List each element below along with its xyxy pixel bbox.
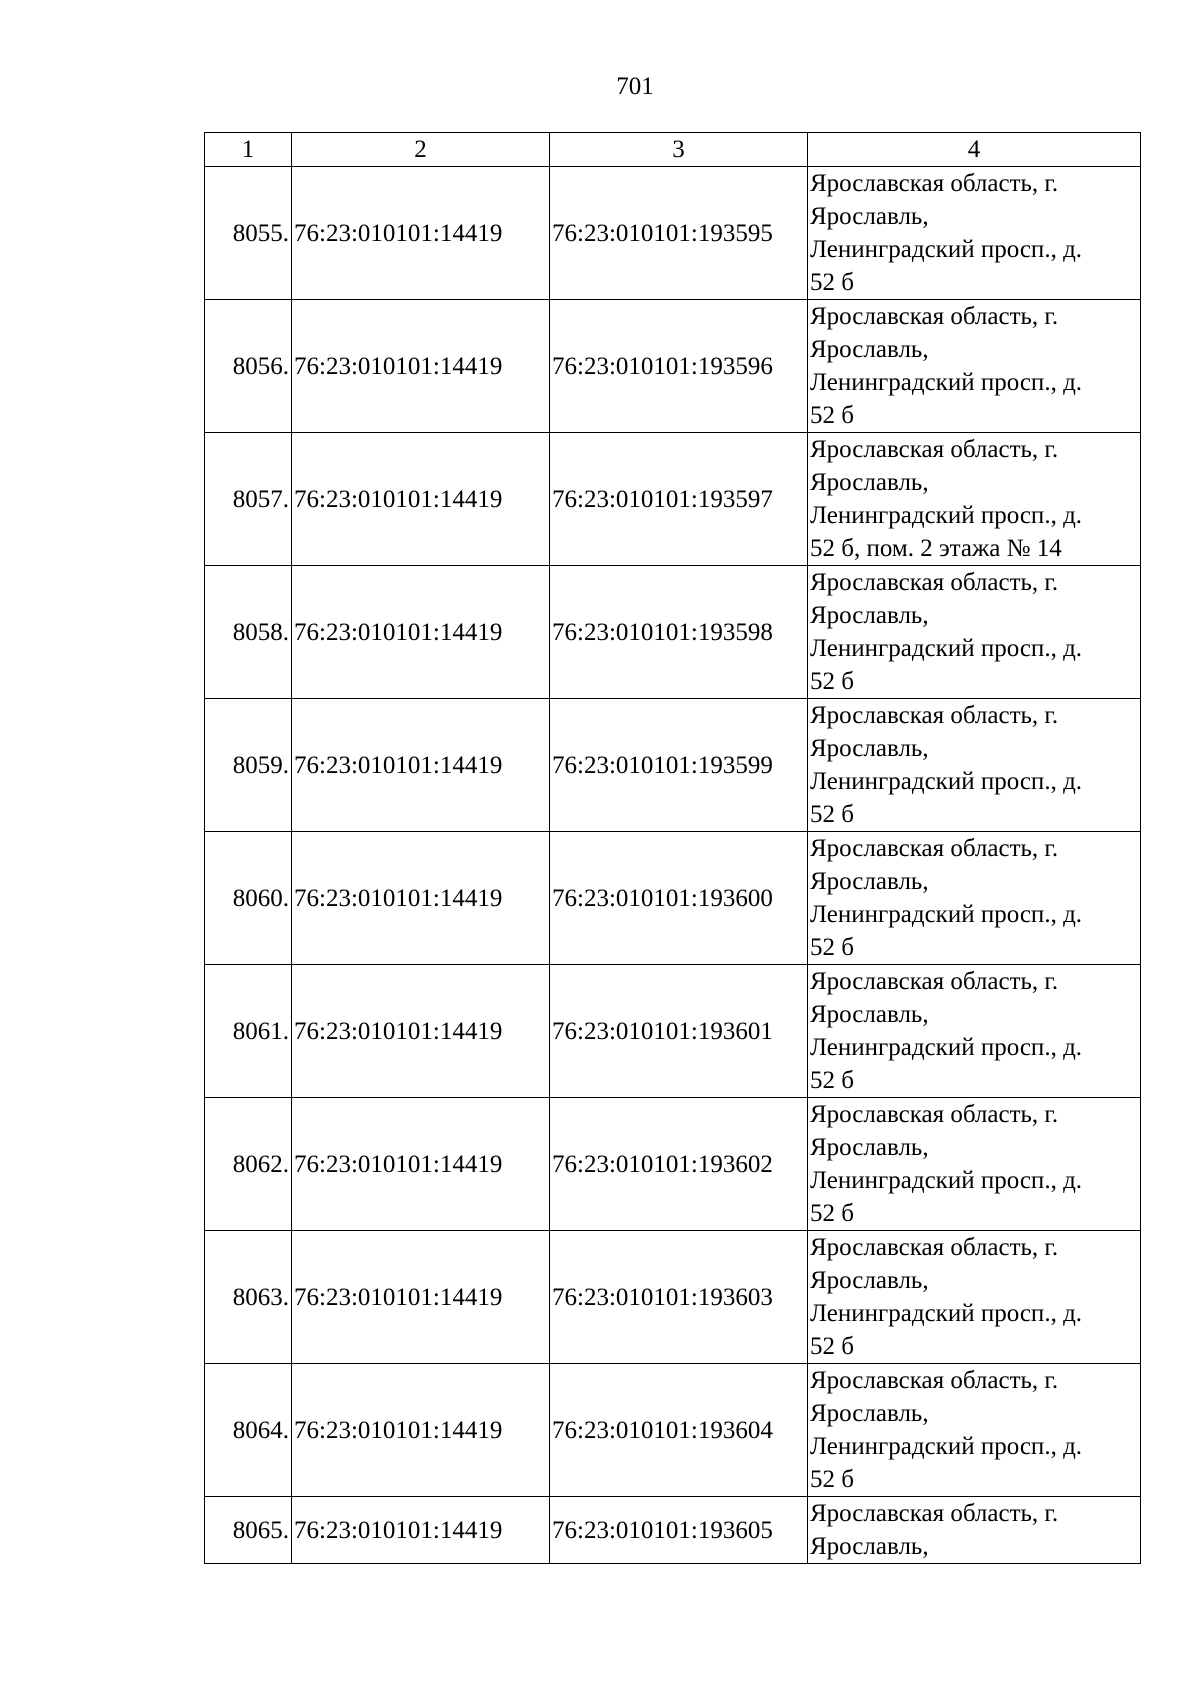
address-line: Ленинградский просп., д. <box>810 1034 1083 1061</box>
parent-cadastral-cell: 76:23:010101:14419 <box>292 1497 550 1564</box>
address-line: 52 б, пом. 2 этажа № 14 <box>810 535 1062 562</box>
address-line: 52 б <box>810 801 854 828</box>
table-row <box>205 433 1141 566</box>
address-line: Ярославль, <box>810 1400 929 1427</box>
address-cell <box>808 566 1141 699</box>
cadastral-number-cell: 76:23:010101:193600 <box>550 832 808 965</box>
address-line: 52 б <box>810 1466 854 1493</box>
address-line: Ярославская область, г. <box>810 968 1059 995</box>
header-col-4: 4 <box>808 133 1141 167</box>
address-line: Ленинградский просп., д. <box>810 1433 1083 1460</box>
address-line: Ленинградский просп., д. <box>810 1300 1083 1327</box>
parent-cadastral-cell: 76:23:010101:14419 <box>292 699 550 832</box>
address-line: 52 б <box>810 1333 854 1360</box>
address-line: Ленинградский просп., д. <box>810 1167 1083 1194</box>
header-row <box>205 133 1141 167</box>
cadastral-number-cell: 76:23:010101:193596 <box>550 300 808 433</box>
address-cell <box>808 1098 1141 1231</box>
table-row <box>205 566 1141 699</box>
address-line: Ярославль, <box>810 336 929 363</box>
table-row <box>205 1098 1141 1231</box>
address-cell <box>808 1364 1141 1497</box>
table-row <box>205 832 1141 965</box>
address-line: Ярославль, <box>810 602 929 629</box>
table-row <box>205 300 1141 433</box>
address-line: Ленинградский просп., д. <box>810 768 1083 795</box>
cadastral-number-cell: 76:23:010101:193601 <box>550 965 808 1098</box>
header-col-3: 3 <box>550 133 808 167</box>
row-number-cell: 8058. <box>205 566 292 699</box>
address-line: Ярославль, <box>810 1001 929 1028</box>
address-line: Ярославль, <box>810 1533 929 1560</box>
cadastral-number-cell: 76:23:010101:193595 <box>550 167 808 300</box>
address-line: Ленинградский просп., д. <box>810 901 1083 928</box>
address-line: Ярославская область, г. <box>810 436 1059 463</box>
address-cell <box>808 1497 1141 1564</box>
address-cell <box>808 433 1141 566</box>
address-line: 52 б <box>810 269 854 296</box>
cadastral-number-cell: 76:23:010101:193602 <box>550 1098 808 1231</box>
address-line: Ленинградский просп., д. <box>810 369 1083 396</box>
address-cell <box>808 300 1141 433</box>
row-number-cell: 8057. <box>205 433 292 566</box>
address-line: Ярославская область, г. <box>810 1500 1059 1527</box>
cadastral-number-cell: 76:23:010101:193604 <box>550 1364 808 1497</box>
parent-cadastral-cell: 76:23:010101:14419 <box>292 167 550 300</box>
parent-cadastral-cell: 76:23:010101:14419 <box>292 300 550 433</box>
address-line: Ярославская область, г. <box>810 835 1059 862</box>
address-line: Ярославская область, г. <box>810 702 1059 729</box>
cadastral-number-cell: 76:23:010101:193598 <box>550 566 808 699</box>
parent-cadastral-cell: 76:23:010101:14419 <box>292 433 550 566</box>
parent-cadastral-cell: 76:23:010101:14419 <box>292 965 550 1098</box>
address-cell <box>808 1231 1141 1364</box>
row-number-cell: 8059. <box>205 699 292 832</box>
cadastral-number-cell: 76:23:010101:193597 <box>550 433 808 566</box>
cadastral-number-cell: 76:23:010101:193605 <box>550 1497 808 1564</box>
address-cell <box>808 167 1141 300</box>
address-line: Ленинградский просп., д. <box>810 502 1083 529</box>
table-body <box>205 167 1141 1564</box>
address-line: 52 б <box>810 402 854 429</box>
address-line: 52 б <box>810 934 854 961</box>
row-number-cell: 8062. <box>205 1098 292 1231</box>
cadastral-number-cell: 76:23:010101:193603 <box>550 1231 808 1364</box>
parent-cadastral-cell: 76:23:010101:14419 <box>292 1098 550 1231</box>
address-line: 52 б <box>810 1067 854 1094</box>
row-number-cell: 8056. <box>205 300 292 433</box>
row-number-cell: 8064. <box>205 1364 292 1497</box>
table-row <box>205 965 1141 1098</box>
parent-cadastral-cell: 76:23:010101:14419 <box>292 1231 550 1364</box>
address-cell <box>808 832 1141 965</box>
header-col-2: 2 <box>292 133 550 167</box>
header-col-1: 1 <box>205 133 292 167</box>
cadastral-number-cell: 76:23:010101:193599 <box>550 699 808 832</box>
address-line: Ярославль, <box>810 868 929 895</box>
address-line: 52 б <box>810 668 854 695</box>
address-line: Ярославская область, г. <box>810 1367 1059 1394</box>
table-row <box>205 699 1141 832</box>
page-number: 701 <box>616 73 654 100</box>
address-line: Ярославская область, г. <box>810 170 1059 197</box>
table-row <box>205 1364 1141 1497</box>
registry-table <box>204 132 1141 1564</box>
address-line: Ярославль, <box>810 735 929 762</box>
address-cell <box>808 965 1141 1098</box>
address-line: Ленинградский просп., д. <box>810 635 1083 662</box>
table-row <box>205 167 1141 300</box>
row-number-cell: 8060. <box>205 832 292 965</box>
address-line: Ярославская область, г. <box>810 569 1059 596</box>
parent-cadastral-cell: 76:23:010101:14419 <box>292 566 550 699</box>
table-row <box>205 1231 1141 1364</box>
address-cell <box>808 699 1141 832</box>
row-number-cell: 8061. <box>205 965 292 1098</box>
address-line: Ярославская область, г. <box>810 303 1059 330</box>
address-line: Ярославль, <box>810 1267 929 1294</box>
address-line: Ярославль, <box>810 203 929 230</box>
row-number-cell: 8065. <box>205 1497 292 1564</box>
address-line: Ярославская область, г. <box>810 1101 1059 1128</box>
address-line: 52 б <box>810 1200 854 1227</box>
table-row <box>205 1497 1141 1564</box>
row-number-cell: 8063. <box>205 1231 292 1364</box>
parent-cadastral-cell: 76:23:010101:14419 <box>292 832 550 965</box>
parent-cadastral-cell: 76:23:010101:14419 <box>292 1364 550 1497</box>
address-line: Ленинградский просп., д. <box>810 236 1083 263</box>
address-line: Ярославская область, г. <box>810 1234 1059 1261</box>
address-line: Ярославль, <box>810 1134 929 1161</box>
row-number-cell: 8055. <box>205 167 292 300</box>
table-header <box>205 133 1141 167</box>
address-line: Ярославль, <box>810 469 929 496</box>
